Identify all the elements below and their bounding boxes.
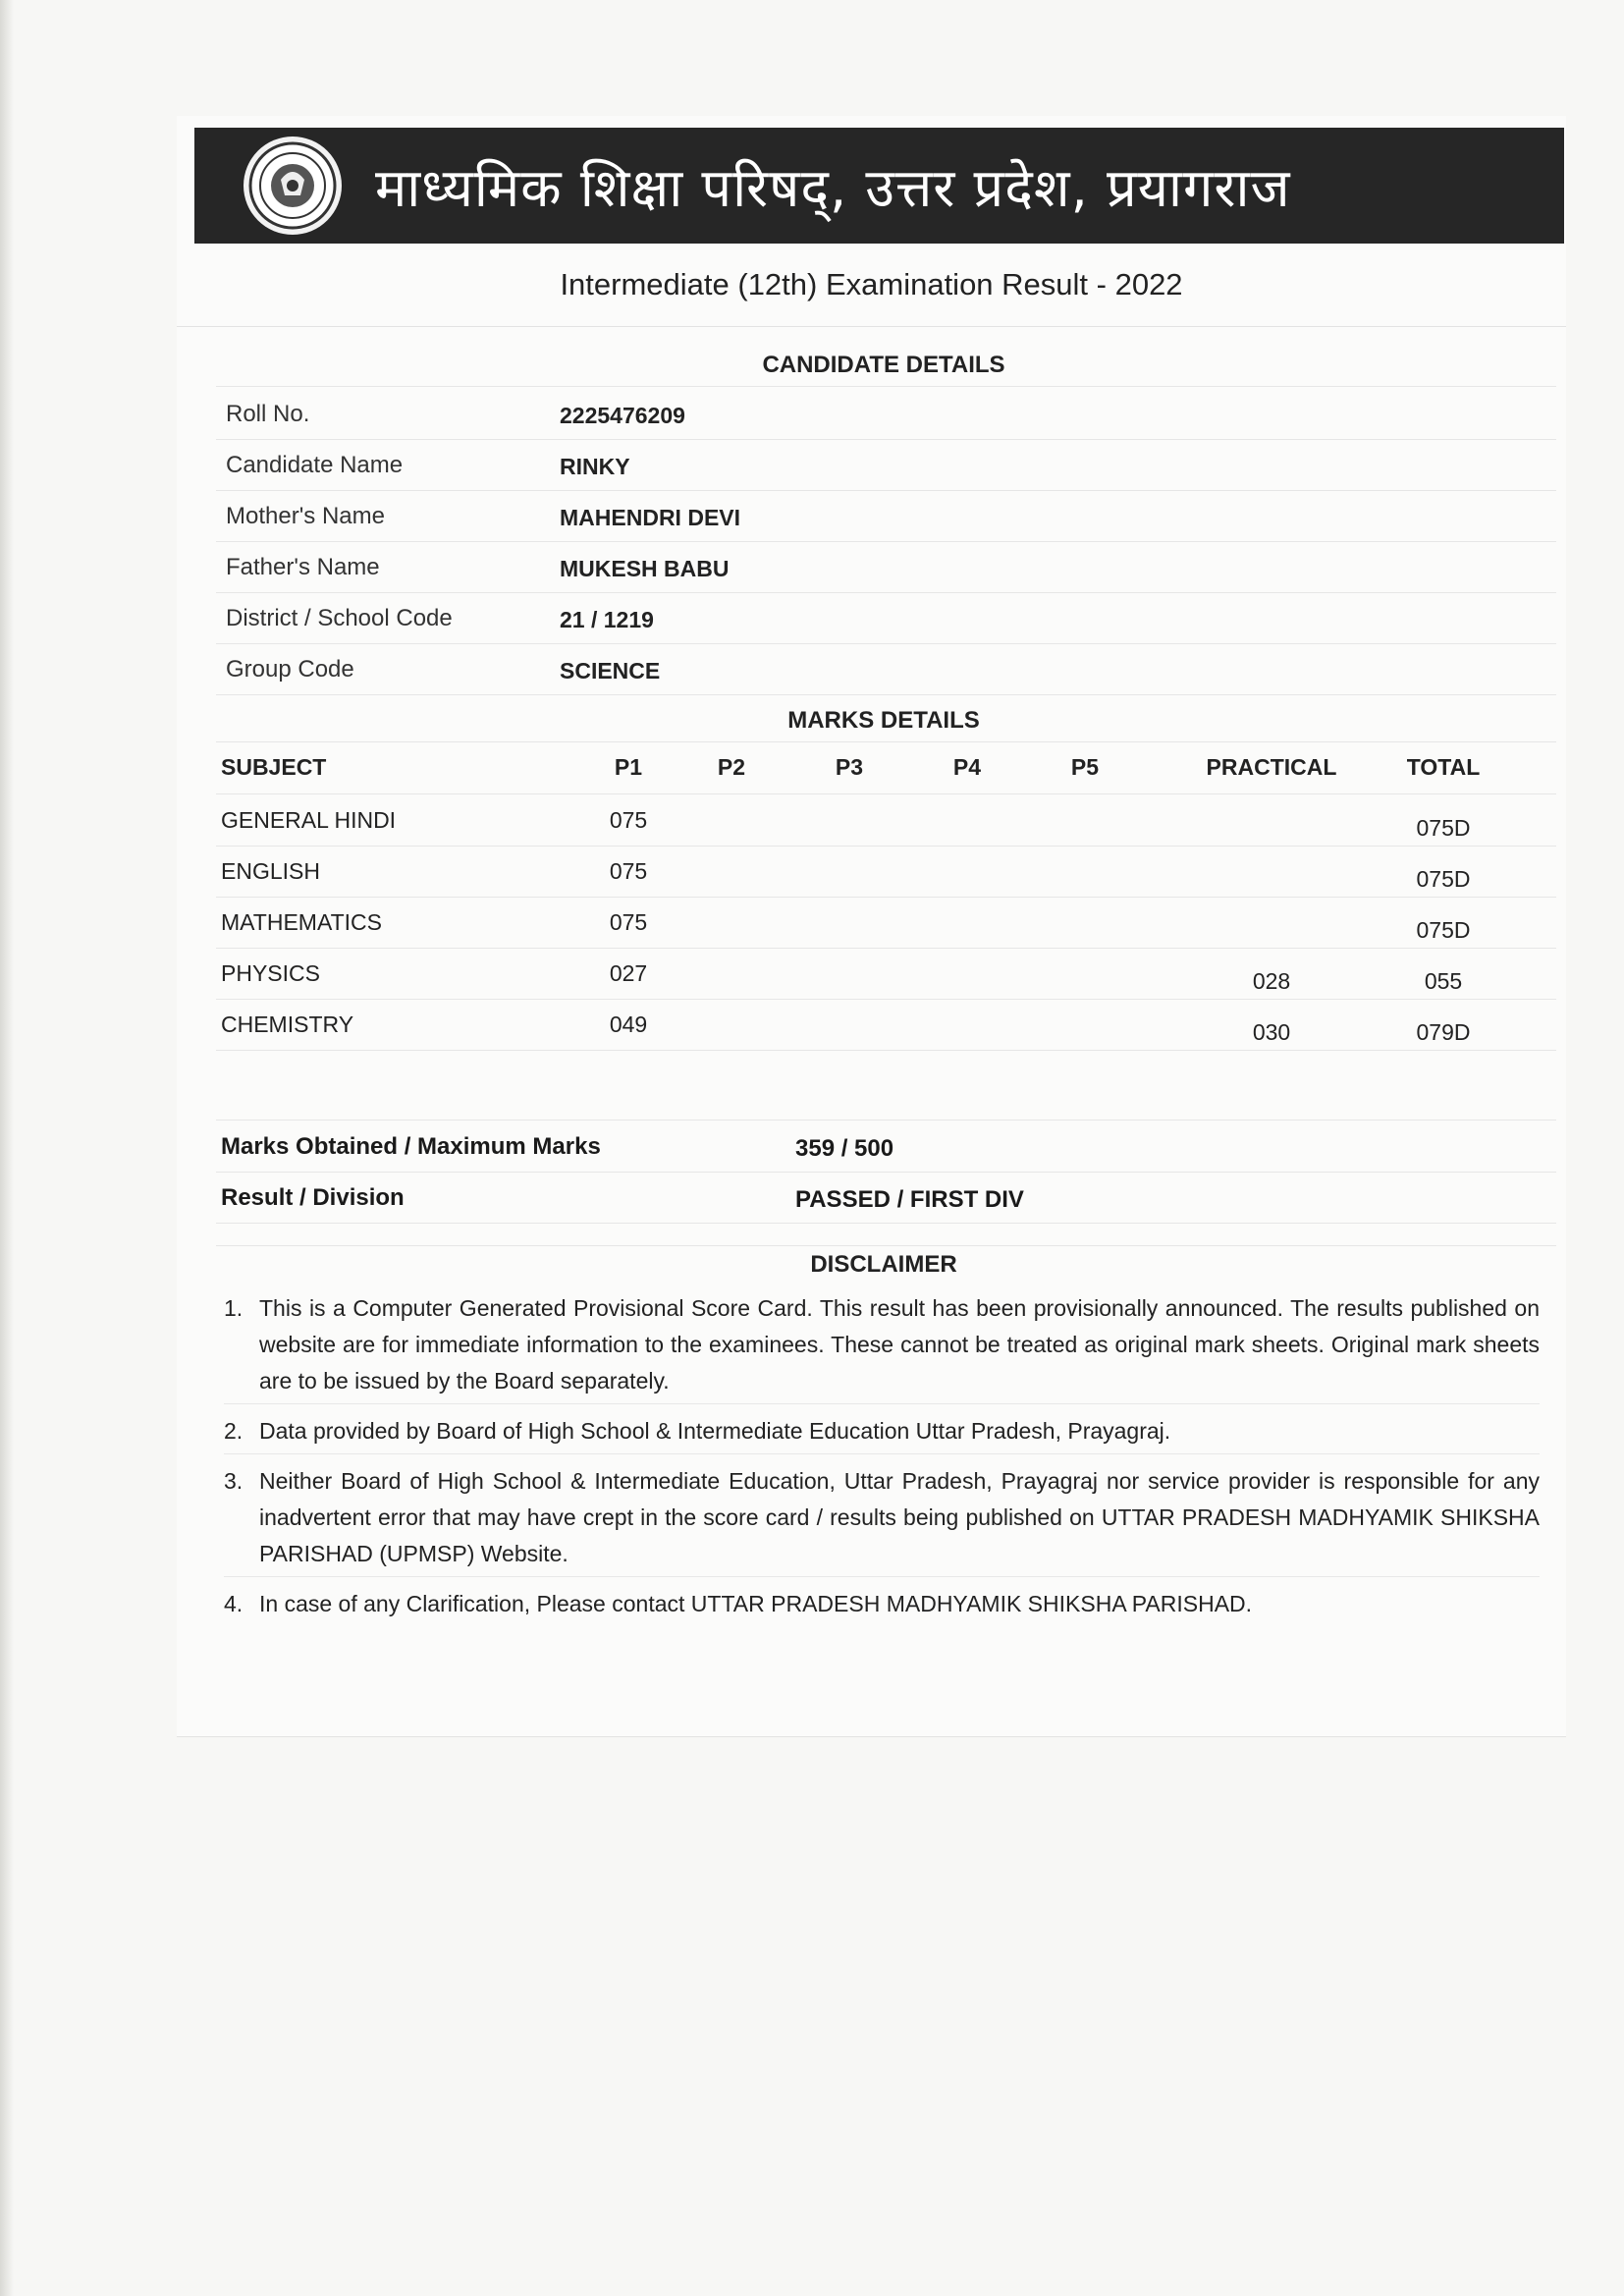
practical-cell: 030 [1252,1019,1291,1045]
exam-title: Intermediate (12th) Examination Result - 2022 [177,244,1566,327]
p1-cell: 075 [609,909,648,935]
col-p1: P1 [614,754,643,780]
total-cell: 079D [1416,1019,1471,1045]
col-p2: P2 [717,754,746,780]
roll-no-label: Roll No. [226,401,310,427]
total-cell: 055 [1424,968,1463,994]
list-item-text: Neither Board of High School & Intermediate Education, Uttar Pradesh, Prayagraj nor service provider is responsible for any inadvertent error that may have crept in the score card / results being published on UTTAR PRADESH MADHYAMIK SHIKSHA PARISHAD (UPMSP) Website. [259,1468,1540,1566]
list-item-text: This is a Computer Generated Provisional Score Card. This result has been provisionally announced. The results published on website are for immediate information to the examinees. These cannot be treated as original mark sheets. Original mark sheets are to be issued by the Board separately. [259,1295,1540,1394]
p1-cell: 027 [609,960,648,986]
col-practical: PRACTICAL [1206,754,1337,780]
col-p5: P5 [1070,754,1100,780]
subject-cell: GENERAL HINDI [221,807,397,833]
total-cell: 075D [1416,917,1471,943]
roll-no-value: 2225476209 [560,403,685,428]
list-item [224,1586,1540,1626]
district-school-code-row [226,593,1542,644]
table-row [221,898,1556,947]
table-row [221,1000,1556,1049]
list-item-text: Data provided by Board of High School & Intermediate Education Uttar Pradesh, Prayagraj. [259,1418,1171,1444]
marks-obtained-value: 359 / 500 [795,1135,894,1162]
p1-cell: 075 [609,858,648,884]
result-division-label: Result / Division [221,1184,405,1211]
disclaimer-heading: DISCLAIMER [810,1251,957,1278]
result-division-value: PASSED / FIRST DIV [795,1186,1024,1213]
col-subject: SUBJECT [221,754,327,780]
group-code-label: Group Code [226,656,354,683]
subject-cell: CHEMISTRY [221,1011,354,1037]
list-item [224,1463,1540,1577]
list-item-text: In case of any Clarification, Please contact UTTAR PRADESH MADHYAMIK SHIKSHA PARISHAD. [259,1591,1253,1616]
result-card [177,116,1566,1737]
mother-name-row [226,491,1542,542]
list-item-number: 1. [224,1295,244,1321]
group-code-value: SCIENCE [560,658,661,683]
table-row [221,847,1556,896]
header-banner [194,128,1564,244]
list-item-number: 4. [224,1591,244,1616]
result-division-row [221,1173,1556,1224]
subject-cell: MATHEMATICS [221,909,382,935]
table-row [221,949,1556,998]
scan-page-edge [0,0,14,2296]
marks-obtained-label: Marks Obtained / Maximum Marks [221,1133,601,1160]
group-code-row [226,644,1542,695]
p1-cell: 075 [609,807,648,833]
father-name-label: Father's Name [226,554,380,580]
district-school-code-value: 21 / 1219 [560,607,654,632]
candidate-details-heading: CANDIDATE DETAILS [762,352,1005,378]
mother-name-label: Mother's Name [226,503,385,529]
candidate-name-value: RINKY [560,454,630,479]
candidate-name-row [226,440,1542,491]
table-row [221,795,1556,845]
subject-cell: PHYSICS [221,960,320,986]
board-name: माध्यमिक शिक्षा परिषद्, उत्तर प्रदेश, प्रयागराज [375,157,1291,219]
practical-cell: 028 [1252,968,1291,994]
mother-name-value: MAHENDRI DEVI [560,505,741,530]
col-p3: P3 [835,754,864,780]
marks-details-heading: MARKS DETAILS [787,707,980,734]
list-item [224,1413,1540,1454]
board-seal-icon [244,137,342,235]
list-item-number: 2. [224,1418,244,1444]
col-total: TOTAL [1406,754,1481,780]
total-cell: 075D [1416,866,1471,892]
subject-cell: ENGLISH [221,858,320,884]
father-name-row [226,542,1542,593]
marks-obtained-row [221,1121,1556,1173]
district-school-code-label: District / School Code [226,605,453,631]
p1-cell: 049 [609,1011,648,1037]
disclaimer-list [224,1290,1540,1635]
list-item [224,1290,1540,1404]
total-cell: 075D [1416,815,1471,841]
father-name-value: MUKESH BABU [560,556,730,581]
candidate-name-label: Candidate Name [226,452,404,478]
marks-table-header [221,744,1556,793]
roll-no-row [226,389,1542,440]
list-item-number: 3. [224,1468,244,1494]
col-p4: P4 [952,754,982,780]
